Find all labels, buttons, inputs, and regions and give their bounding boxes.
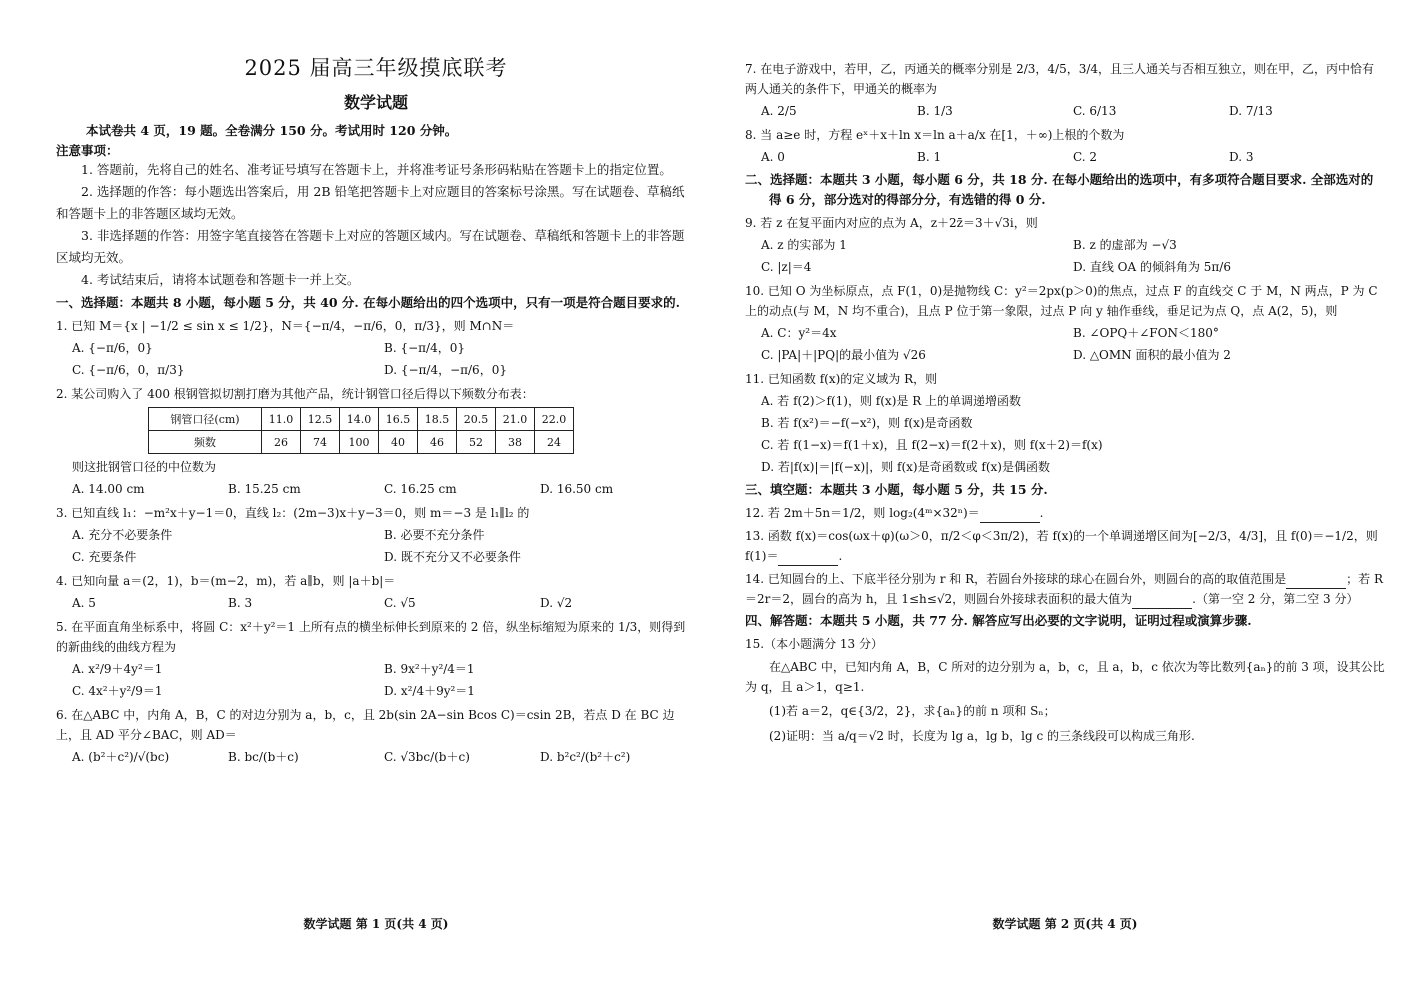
option: A. C：y²＝4x xyxy=(761,326,837,340)
option: A. {−π/6，0} xyxy=(72,341,153,355)
option: C. 若 f(1−x)＝f(1＋x)，且 f(2−x)＝f(2＋x)，则 f(x＋2)＝f(x) xyxy=(761,438,1103,452)
option: A. 0 xyxy=(761,150,785,164)
answer-blank xyxy=(1132,594,1192,609)
page-1 xyxy=(56,0,696,983)
option: B. 1 xyxy=(917,150,942,164)
section-heading: 二、选择题：本题共 3 小题，每小题 6 分，共 18 分. 在每小题给出的选项中，有多项符合题目要求. 全部选对的得 6 分，部分选对的得部分分，有选错的得 0 分. xyxy=(745,172,1374,207)
option: C. |z|＝4 xyxy=(761,260,812,274)
question-14-text-a: 14. 已知圆台的上、下底半径分别为 r 和 R，若圆台外接球的球心在圆台外，则圆台的高的取值范围是 xyxy=(745,572,1287,586)
question-15-heading: 15.（本小题满分 13 分） xyxy=(745,637,883,651)
question-5: 5. 在平面直角坐标系中，将圆 C：x²＋y²＝1 上所有点的横坐标伸长到原来的 2 倍，纵坐标缩短为原来的 1/3，则得到的新曲线的曲线方程为 xyxy=(56,620,686,654)
table-cell: 14.0 xyxy=(340,408,379,431)
table-cell: 40 xyxy=(379,431,418,454)
option: A. 14.00 cm xyxy=(72,482,145,496)
option: C. √3bc/(b＋c) xyxy=(384,750,470,764)
section-heading: 一、选择题：本题共 8 小题，每小题 5 分，共 40 分. 在每小题给出的四个选项中，只有一项是符合题目要求的. xyxy=(56,295,680,310)
question-15-part-1: (1)若 a＝2，q∈{3/2，2}，求{aₙ}的前 n 项和 Sₙ； xyxy=(769,704,1056,718)
option: B. bc/(b＋c) xyxy=(228,750,299,764)
option: B. 9x²＋y²/4＝1 xyxy=(384,662,475,676)
question-10: 10. 已知 O 为坐标原点，点 F(1，0)是抛物线 C：y²＝2px(p＞0)的焦点，过点 F 的直线交 C 于 M，N 两点，P 为 C 上的动点(与 M，N 均不重合)，且点 P 位于第一象限，过点 P 向 y 轴作垂线，垂足记为点 Q，点 A(2，5)，则 xyxy=(745,284,1378,318)
question-14-text-b: ；若 R＝2r＝2，圆台的高为 h，且 1≤h≤√2，则圆台外接球表面积的最大值为 xyxy=(745,572,1383,606)
table-cell: 26 xyxy=(262,431,301,454)
table-cell: 21.0 xyxy=(496,408,535,431)
option: D. 3 xyxy=(1229,150,1254,164)
option: A. 2/5 xyxy=(761,104,797,118)
question-2: 2. 某公司购入了 400 根钢管拟切割打磨为其他产品，统计钢管口径后得以下频数分布表： xyxy=(56,387,534,401)
table-cell: 46 xyxy=(418,431,457,454)
section-heading: 四、解答题：本题共 5 小题，共 77 分. 解答应写出必要的文字说明，证明过程或演算步骤. xyxy=(745,613,1252,628)
question-12-text: 12. 若 2m＋5n＝1/2，则 log₂(4ᵐ×32ⁿ)＝ xyxy=(745,506,980,520)
answer-blank xyxy=(1286,574,1346,589)
table-cell: 频数 xyxy=(149,431,262,454)
option: B. 3 xyxy=(228,596,253,610)
question-13-text: 13. 函数 f(x)＝cos(ωx＋φ)(ω＞0，π/2＜φ＜3π/2)，若 f(x)的一个单调递增区间为[−2/3，4/3]，且 f(0)＝−1/2，则 f(1)＝ xyxy=(745,529,1378,563)
options xyxy=(56,478,696,500)
table-cell: 52 xyxy=(457,431,496,454)
question-3: 3. 已知直线 l₁：−m²x＋y−1＝0，直线 l₂：(2m−3)x＋y−3＝0，则 m＝−3 是 l₁∥l₂ 的 xyxy=(56,506,530,520)
options xyxy=(56,524,696,568)
exam-title: 2025 届高三年级摸底联考 xyxy=(244,56,508,80)
question-4: 4. 已知向量 a＝(2，1)，b＝(m−2，m)，若 a∥b，则 |a＋b|＝ xyxy=(56,574,396,588)
option: D. x²/4＋9y²＝1 xyxy=(384,684,475,698)
notice-item: 2. 选择题的作答：每小题选出答案后，用 2B 铅笔把答题卡上对应题目的答案标号涂黑。写在试题卷、草稿纸和答题卡上的非答题区域均无效。 xyxy=(56,184,685,221)
options xyxy=(56,658,696,702)
question-6: 6. 在△ABC 中，内角 A，B，C 的对边分别为 a，b，c，且 2b(sin 2A−sin Bcos C)＝csin 2B，若点 D 在 BC 边上，且 AD 平分∠BAC，则 AD＝ xyxy=(56,708,675,742)
option: B. 1/3 xyxy=(917,104,953,118)
question-11: 11. 已知函数 f(x)的定义域为 R，则 xyxy=(745,372,938,386)
options xyxy=(745,146,1385,168)
option: A. 若 f(2)＞f(1)，则 f(x)是 R 上的单调递增函数 xyxy=(761,394,1022,408)
option: A. 5 xyxy=(72,596,96,610)
table-cell: 11.0 xyxy=(262,408,301,431)
question-13: 13. 函数 f(x)＝cos(ωx＋φ)(ω＞0，π/2＜φ＜3π/2)，若 f(x)的一个单调递增区间为[−2/3，4/3]，且 f(0)＝−1/2，则 f(1)＝ . xyxy=(745,526,1385,566)
question-9: 9. 若 z 在复平面内对应的点为 A，z＋2z̄＝3＋√3i，则 xyxy=(745,216,1038,230)
option: B. {−π/4，0} xyxy=(384,341,465,355)
exam-intro: 本试卷共 4 页，19 题。全卷满分 150 分。考试用时 120 分钟。 xyxy=(86,123,458,138)
option: C. 充要条件 xyxy=(72,550,137,564)
page-footer: 数学试题 第 2 页(共 4 页) xyxy=(992,917,1138,931)
table-cell: 100 xyxy=(340,431,379,454)
question-14-text-c: .（第一空 2 分，第二空 3 分） xyxy=(1192,592,1359,606)
notice-heading: 注意事项： xyxy=(56,143,119,158)
option: C. 6/13 xyxy=(1073,104,1117,118)
option: C. 4x²＋y²/9＝1 xyxy=(72,684,163,698)
option: C. |PA|＋|PQ|的最小值为 √26 xyxy=(761,348,926,362)
question-2-after: 则这批钢管口径的中位数为 xyxy=(72,460,217,474)
question-7: 7. 在电子游戏中，若甲，乙，丙通关的概率分别是 2/3，4/5，3/4，且三人通关与否相互独立，则在甲，乙，丙中恰有两人通关的条件下，甲通关的概率为 xyxy=(745,62,1375,96)
option: D. 直线 OA 的倾斜角为 5π/6 xyxy=(1073,260,1231,274)
option: B. ∠OPQ＋∠FON＜180° xyxy=(1073,326,1219,340)
table-cell: 16.5 xyxy=(379,408,418,431)
answer-blank xyxy=(778,551,838,566)
question-1: 1. 已知 M＝{x | −1/2 ≤ sin x ≤ 1/2}，N＝{−π/4，−π/6，0，π/3}，则 M∩N＝ xyxy=(56,319,515,333)
options xyxy=(56,337,696,381)
question-14 xyxy=(745,569,1385,609)
exam-subtitle: 数学试题 xyxy=(343,93,408,112)
options xyxy=(56,592,696,614)
option: D. √2 xyxy=(540,596,573,610)
option: C. √5 xyxy=(384,596,416,610)
notice-item: 3. 非选择题的作答：用签字笔直接答在答题卡上对应的答题区域内。写在试题卷、草稿纸和答题卡上的非答题区域均无效。 xyxy=(56,228,685,265)
option: A. z 的实部为 1 xyxy=(761,238,847,252)
table-row xyxy=(149,431,574,454)
option: B. 15.25 cm xyxy=(228,482,301,496)
question-15-part-2: (2)证明：当 a/q＝√2 时，长度为 lg a，lg b，lg c 的三条线段可以构成三角形. xyxy=(769,729,1195,743)
notice-item: 1. 答题前，先将自己的姓名、准考证号填写在答题卡上，并将准考证号条形码粘贴在答题卡上的指定位置。 xyxy=(81,162,672,177)
option: B. 若 f(x²)＝−f(−x²)，则 f(x)是奇函数 xyxy=(761,416,973,430)
table-cell: 38 xyxy=(496,431,535,454)
option: B. z 的虚部为 −√3 xyxy=(1073,238,1177,252)
table-cell: 74 xyxy=(301,431,340,454)
table-cell: 22.0 xyxy=(535,408,574,431)
options xyxy=(745,234,1385,278)
option: A. (b²＋c²)/√(bc) xyxy=(72,750,170,764)
options xyxy=(56,746,696,768)
options xyxy=(745,100,1385,122)
option: D. △OMN 面积的最小值为 2 xyxy=(1073,348,1231,362)
option: D. 若|f(x)|＝|f(−x)|，则 f(x)是奇函数或 f(x)是偶函数 xyxy=(761,460,1050,474)
table-cell: 钢管口径(cm) xyxy=(149,408,262,431)
option: D. 7/13 xyxy=(1229,104,1273,118)
option: D. 既不充分又不必要条件 xyxy=(384,550,521,564)
table-row xyxy=(149,408,574,431)
question-8: 8. 当 a≥e 时，方程 eˣ＋x＋ln x＝ln a＋a/x 在[1，＋∞)上根的个数为 xyxy=(745,128,1125,142)
page-footer: 数学试题 第 1 页(共 4 页) xyxy=(303,917,449,931)
frequency-table xyxy=(148,407,574,454)
option: C. {−π/6，0，π/3} xyxy=(72,363,185,377)
option: D. {−π/4，−π/6，0} xyxy=(384,363,507,377)
option: D. b²c²/(b²＋c²) xyxy=(540,750,631,764)
option: B. 必要不充分条件 xyxy=(384,528,485,542)
table-cell: 24 xyxy=(535,431,574,454)
option: A. 充分不必要条件 xyxy=(72,528,173,542)
page-2 xyxy=(745,0,1385,983)
question-12: 12. 若 2m＋5n＝1/2，则 log₂(4ᵐ×32ⁿ)＝ . xyxy=(745,503,1385,523)
option: C. 16.25 cm xyxy=(384,482,457,496)
question-15-stem: 在△ABC 中，已知内角 A，B，C 所对的边分别为 a，b，c，且 a，b，c 依次为等比数列{aₙ}的前 3 项，设其公比为 q，且 a＞1，q≥1. xyxy=(745,660,1385,694)
option: D. 16.50 cm xyxy=(540,482,614,496)
table-cell: 18.5 xyxy=(418,408,457,431)
option: C. 2 xyxy=(1073,150,1098,164)
notice-item: 4. 考试结束后，请将本试题卷和答题卡一并上交。 xyxy=(81,272,360,287)
answer-blank xyxy=(980,508,1040,523)
options xyxy=(745,390,1385,478)
option: A. x²/9＋4y²＝1 xyxy=(72,662,163,676)
table-cell: 20.5 xyxy=(457,408,496,431)
section-heading: 三、填空题：本题共 3 小题，每小题 5 分，共 15 分. xyxy=(745,482,1048,497)
options xyxy=(745,322,1385,366)
table-cell: 12.5 xyxy=(301,408,340,431)
